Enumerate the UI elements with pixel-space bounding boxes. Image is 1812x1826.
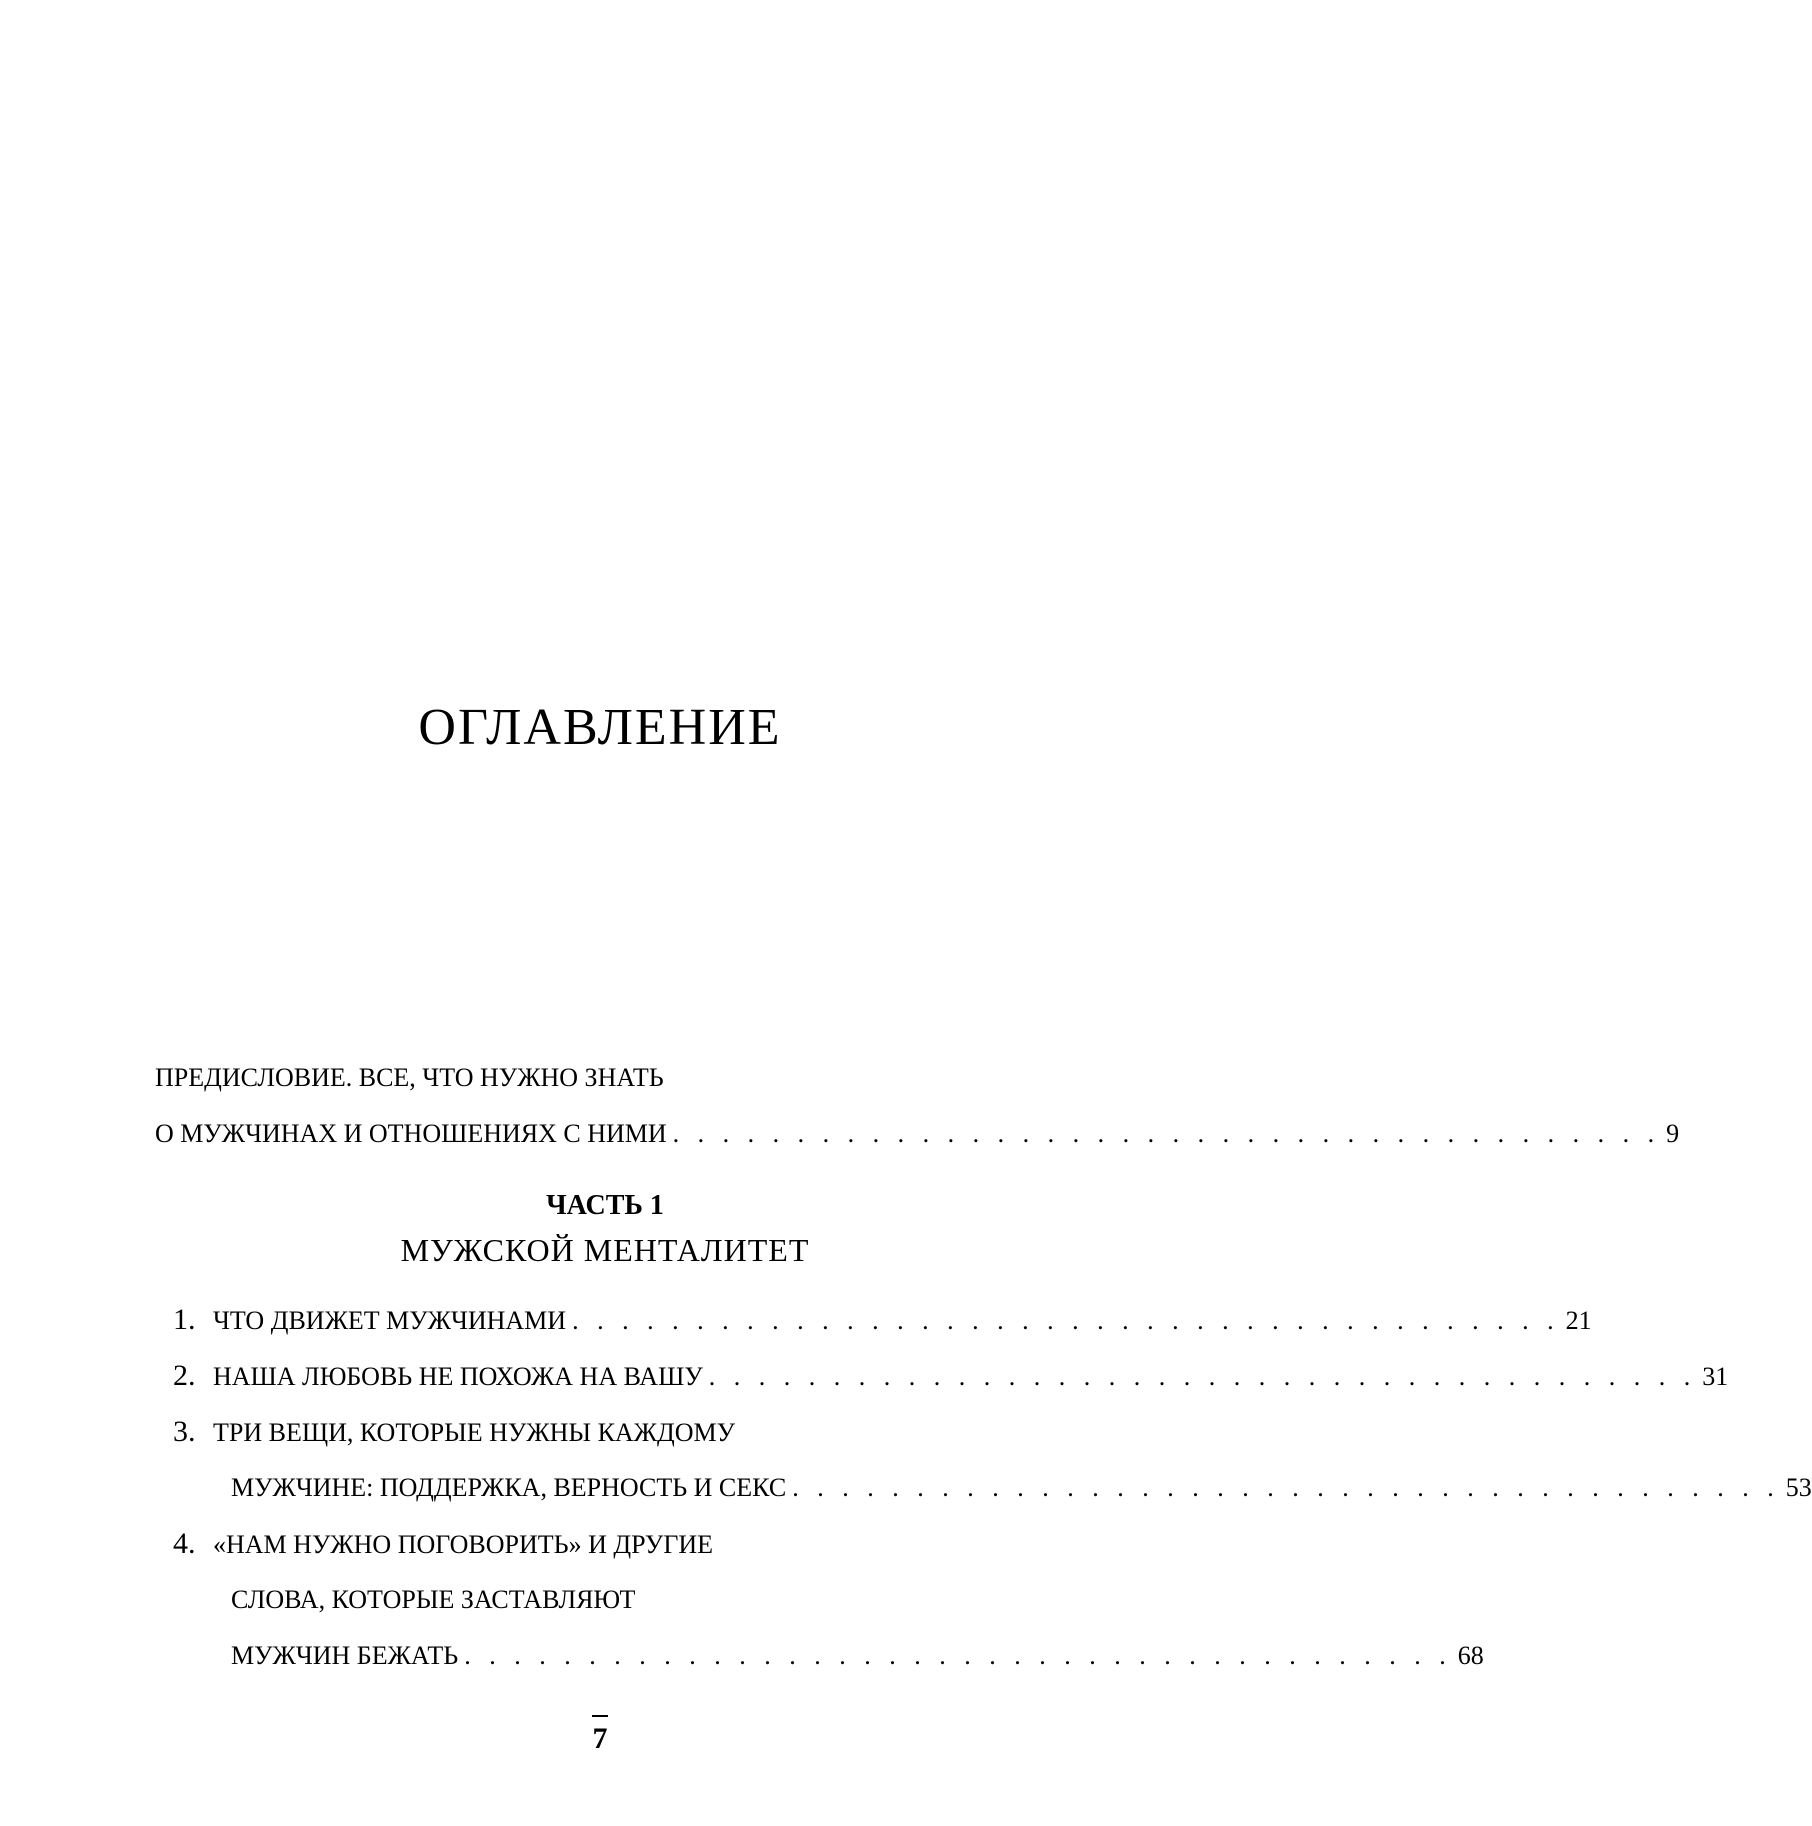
preface-title-line-2: О МУЖЧИНАХ И ОТНОШЕНИЯХ С НИМИ (155, 1119, 667, 1148)
leader-dots: . . . . . . . . . . . . . . . . . . . . . . . . . . . . . . . . . . . . . . . . (464, 1641, 1452, 1670)
leader-dots: . . . . . . . . . . . . . . . . . . . . . . . . . . . . . . . . . . . . . . . . (572, 1306, 1560, 1335)
chapter-title-continued: СЛОВА, КОТОРЫЕ ЗАСТАВЛЯЮТ (231, 1585, 636, 1614)
chapter-page-number: 31 (1702, 1362, 1729, 1391)
preface-title-line-1: ПРЕДИСЛОВИЕ. ВСЕ, ЧТО НУЖНО ЗНАТЬ (155, 1063, 664, 1092)
chapter-entry-2[interactable] (173, 1348, 1729, 1404)
part-title: МУЖСКОЙ МЕНТАЛИТЕТ (400, 1232, 810, 1268)
chapter-title-continued: МУЖЧИНЕ: ПОДДЕРЖКА, ВЕРНОСТЬ И СЕКС (231, 1473, 787, 1502)
chapter-title-continued: МУЖЧИН БЕЖАТЬ (231, 1641, 459, 1670)
chapter-entry-4-continued (173, 1572, 1055, 1628)
table-of-contents (155, 1050, 1812, 1684)
chapter-page-number: 68 (1457, 1641, 1484, 1670)
chapter-title: НАША ЛЮБОВЬ НЕ ПОХОЖА НА ВАШУ (213, 1362, 703, 1391)
leader-dots: . . . . . . . . . . . . . . . . . . . . . . . . . . . . . . . . . . . . . . . . (672, 1119, 1661, 1148)
preface-page-number: 9 (1666, 1119, 1680, 1148)
chapter-number: 3. (173, 1415, 196, 1448)
chapter-page-number: 53 (1785, 1473, 1812, 1502)
part-heading (155, 1184, 1055, 1272)
chapter-title: «НАМ НУЖНО ПОГОВОРИТЬ» И ДРУГИЕ (213, 1530, 714, 1559)
part-number: ЧАСТЬ 1 (546, 1190, 664, 1221)
page-number-bar (592, 1715, 608, 1717)
leader-dots: . . . . . . . . . . . . . . . . . . . . . . . . . . . . . . . . . . . . . . . . (792, 1473, 1780, 1502)
chapter-entry-4-end[interactable] (173, 1628, 1484, 1684)
chapter-list (155, 1292, 1812, 1684)
leader-dots: . . . . . . . . . . . . . . . . . . . . . . . . . . . . . . . . . . . . . . . . (708, 1362, 1697, 1391)
chapter-entry-3[interactable] (173, 1404, 1055, 1460)
chapter-page-number: 21 (1565, 1306, 1592, 1335)
page-number-value: 7 (592, 1722, 608, 1755)
chapter-title: ЧТО ДВИЖЕТ МУЖЧИНАМИ (213, 1306, 567, 1335)
page-title: ОГЛАВЛЕНИЕ (418, 699, 782, 756)
chapter-title: ТРИ ВЕЩИ, КОТОРЫЕ НУЖНЫ КАЖДОМУ (213, 1418, 736, 1447)
chapter-number: 2. (173, 1359, 196, 1392)
preface-entry[interactable] (155, 1106, 1680, 1162)
chapter-entry-1[interactable] (173, 1292, 1592, 1348)
chapter-entry-3-continued[interactable] (173, 1460, 1812, 1516)
preface-line-1 (155, 1050, 1055, 1106)
chapter-number: 4. (173, 1527, 196, 1560)
chapter-number: 1. (173, 1303, 196, 1336)
page-number (0, 1715, 1200, 1759)
chapter-entry-4[interactable] (173, 1516, 1055, 1572)
